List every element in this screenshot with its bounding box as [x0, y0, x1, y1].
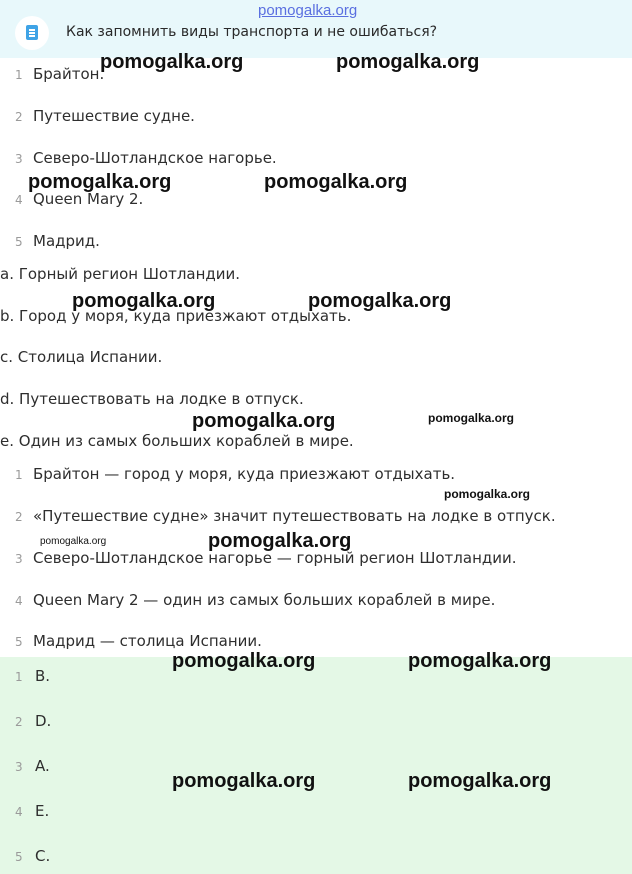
watermark: pomogalka.org [408, 770, 552, 792]
item-number: 4 [15, 193, 23, 207]
header-title: Как запомнить виды транспорта и не ошибаться? [66, 24, 438, 40]
watermark: pomogalka.org [408, 650, 552, 672]
definition-item: c. Столица Испании. [0, 348, 163, 366]
item-number: 2 [15, 110, 23, 124]
item-text: Северо-Шотландское нагорье — горный регион Шотландии. [33, 549, 517, 567]
item-number: 3 [15, 152, 23, 166]
definition-item: d. Путешествовать на лодке в отпуск. [0, 390, 304, 408]
definition-item: e. Один из самых больших кораблей в мире. [0, 432, 354, 450]
item-number: 2 [15, 715, 23, 729]
item-number: 5 [15, 635, 23, 649]
watermark: pomogalka.org [172, 770, 316, 792]
watermark: pomogalka.org [72, 290, 216, 312]
answer-text: D. [35, 712, 52, 730]
item-text: Queen Mary 2 — один из самых больших кораблей в мире. [33, 591, 496, 609]
item-number: 2 [15, 510, 23, 524]
book-icon [26, 25, 38, 40]
header-icon-wrap [15, 16, 49, 50]
watermark-top[interactable]: pomogalka.org [258, 2, 358, 19]
item-text: Queen Mary 2. [33, 190, 144, 208]
item-text: Брайтон — город у моря, куда приезжают отдыхать. [33, 465, 456, 483]
item-number: 3 [15, 552, 23, 566]
answer-text: A. [35, 757, 50, 775]
item-number: 5 [15, 235, 23, 249]
answer-text: B. [35, 667, 51, 685]
item-number: 5 [15, 850, 23, 864]
item-text: Брайтон. [33, 65, 105, 83]
item-text: Путешествие судне. [33, 107, 195, 125]
item-text: «Путешествие судне» значит путешествовать на лодке в отпуск. [33, 507, 556, 525]
item-text: Мадрид. [33, 232, 100, 250]
watermark: pomogalka.org [40, 536, 107, 547]
watermark: pomogalka.org [336, 51, 480, 73]
item-text: Северо-Шотландское нагорье. [33, 149, 277, 167]
item-number: 4 [15, 805, 23, 819]
item-number: 1 [15, 68, 23, 82]
answers-panel [0, 657, 632, 874]
watermark: pomogalka.org [444, 487, 531, 501]
watermark: pomogalka.org [172, 650, 316, 672]
watermark: pomogalka.org [264, 171, 408, 193]
watermark: pomogalka.org [192, 410, 336, 432]
answer-text: E. [35, 802, 50, 820]
definition-item: b. Город у моря, куда приезжают отдыхать. [0, 307, 352, 325]
item-number: 1 [15, 670, 23, 684]
item-number: 4 [15, 594, 23, 608]
watermark: pomogalka.org [100, 51, 244, 73]
item-number: 1 [15, 468, 23, 482]
watermark: pomogalka.org [428, 411, 515, 425]
answer-text: C. [35, 847, 51, 865]
item-text: Мадрид — столица Испании. [33, 632, 262, 650]
watermark: pomogalka.org [308, 290, 452, 312]
item-number: 3 [15, 760, 23, 774]
watermark: pomogalka.org [28, 171, 172, 193]
definition-item: a. Горный регион Шотландии. [0, 265, 241, 283]
watermark: pomogalka.org [208, 530, 352, 552]
